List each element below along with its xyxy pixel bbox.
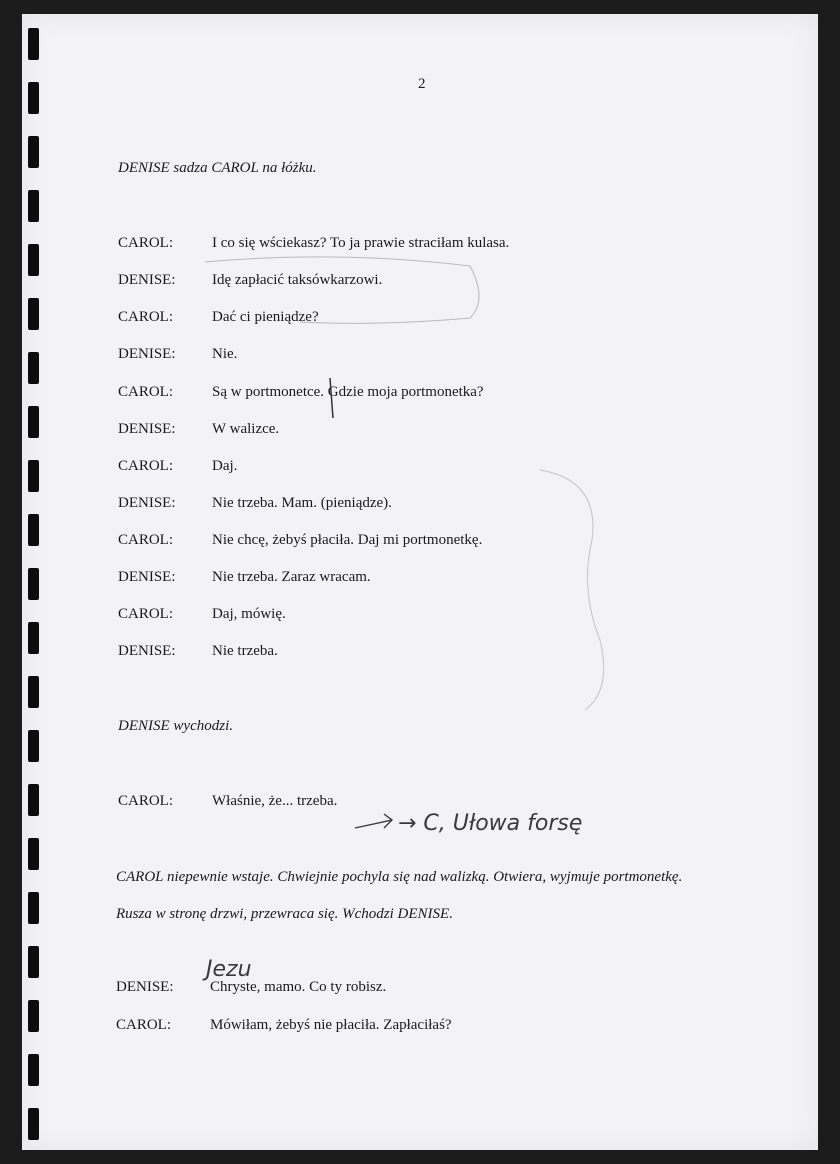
speaker-name: DENISE: bbox=[118, 421, 176, 437]
line-text: Idę zapłacić taksówkarzowi. bbox=[212, 272, 383, 288]
line-text: Nie chcę, żebyś płaciła. Daj mi portmonetkę. bbox=[212, 532, 483, 548]
speaker-name: DENISE: bbox=[116, 979, 174, 995]
line-text: Chryste, mamo. Co ty robisz. bbox=[210, 979, 387, 995]
speaker-name: DENISE: bbox=[118, 643, 176, 659]
handwritten-note: → C, Ułowa forsę bbox=[398, 811, 583, 836]
spiral-binding bbox=[28, 18, 40, 1148]
line-text: Dać ci pieniądze? bbox=[212, 309, 319, 325]
stage-direction: CAROL niepewnie wstaje. Chwiejnie pochyla się nad walizką. Otwiera, wyjmuje portmonetkę. bbox=[116, 869, 683, 885]
speaker-name: DENISE: bbox=[118, 569, 176, 585]
line-text: Są w portmonetce. Gdzie moja portmonetka? bbox=[212, 384, 484, 400]
line-text: Nie trzeba. Mam. (pieniądze). bbox=[212, 495, 392, 511]
speaker-name: CAROL: bbox=[118, 793, 174, 809]
speaker-name: DENISE: bbox=[118, 495, 176, 511]
line-text: Nie trzeba. bbox=[212, 643, 278, 659]
speaker-name: DENISE: bbox=[118, 272, 176, 288]
line-text: W walizce. bbox=[212, 421, 280, 437]
line-text: Nie trzeba. Zaraz wracam. bbox=[212, 569, 371, 585]
speaker-name: CAROL: bbox=[118, 458, 174, 474]
line-text: I co się wściekasz? To ja prawie straciłam kulasa. bbox=[212, 235, 510, 251]
stage-direction: Rusza w stronę drzwi, przewraca się. Wchodzi DENISE. bbox=[116, 906, 453, 922]
handwritten-note: Jezu bbox=[206, 957, 252, 982]
speaker-name: CAROL: bbox=[118, 309, 174, 325]
speaker-name: DENISE: bbox=[118, 346, 176, 362]
speaker-name: CAROL: bbox=[118, 532, 174, 548]
line-text: Mówiłam, żebyś nie płaciła. Zapłaciłaś? bbox=[210, 1017, 452, 1033]
line-text: Właśnie, że... trzeba. bbox=[212, 793, 338, 809]
speaker-name: CAROL: bbox=[118, 384, 174, 400]
line-text: Daj. bbox=[212, 458, 238, 474]
line-text: Nie. bbox=[212, 346, 238, 362]
stage-direction: DENISE wychodzi. bbox=[118, 718, 233, 734]
line-text: Daj, mówię. bbox=[212, 606, 286, 622]
speaker-name: CAROL: bbox=[118, 606, 174, 622]
speaker-name: CAROL: bbox=[116, 1017, 172, 1033]
speaker-name: CAROL: bbox=[118, 235, 174, 251]
page-number: 2 bbox=[418, 76, 426, 92]
stage-direction: DENISE sadza CAROL na łóżku. bbox=[118, 160, 317, 176]
